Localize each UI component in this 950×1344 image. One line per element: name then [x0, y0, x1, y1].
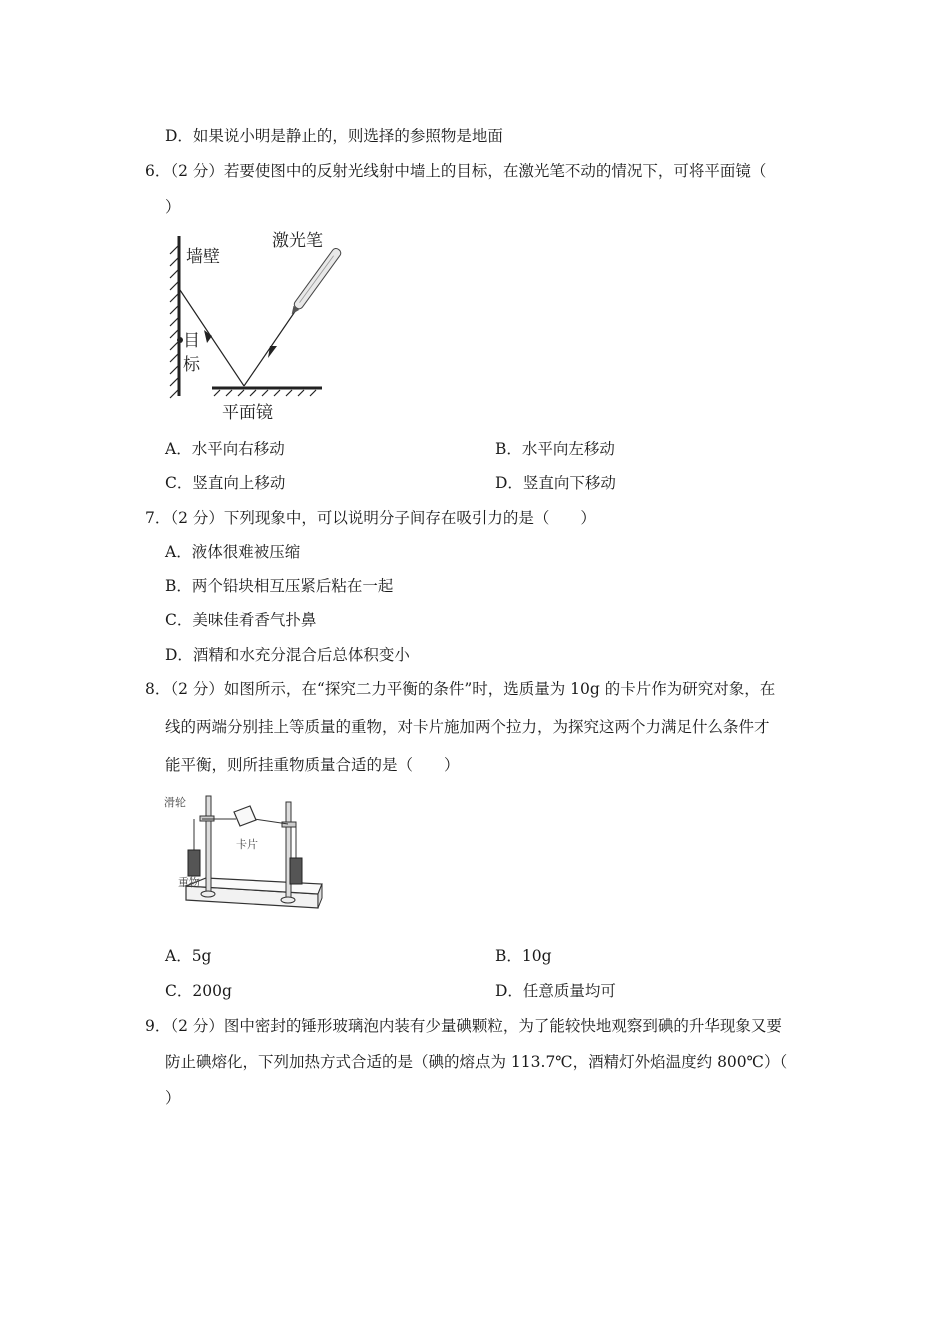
- q6-label-mirror: 平面镜: [222, 403, 273, 423]
- q6-label-target-1: 目: [183, 331, 200, 351]
- q6-label-target-2: 标: [183, 355, 200, 375]
- q5-option-d: D．如果说小明是静止的，则选择的参照物是地面: [165, 127, 503, 145]
- q9-stem-line2: 防止碘熔化，下列加热方式合适的是（碘的熔点为 113.7℃，酒精灯外焰温度约 800℃）（: [165, 1053, 788, 1071]
- q6-mirror-diagram: [160, 228, 350, 428]
- q8-label-card: 卡片: [236, 838, 258, 851]
- q7-option-d: D．酒精和水充分混合后总体积变小: [165, 646, 410, 664]
- q8-stem-line2: 线的两端分别挂上等质量的重物，对卡片施加两个拉力，为探究这两个力满足什么条件才: [165, 718, 770, 736]
- q8-option-c: C．200g: [165, 982, 232, 1000]
- q6-stem-line1: 6．（2 分）若要使图中的反射光线射中墙上的目标，在激光笔不动的情况下，可将平面镜（: [145, 162, 767, 180]
- q6-option-a: A．水平向右移动: [165, 440, 285, 458]
- q6-label-laser: 激光笔: [272, 231, 323, 251]
- q7-stem: 7．（2 分）下列现象中，可以说明分子间存在吸引力的是（ ）: [145, 509, 596, 527]
- q6-option-c: C．竖直向上移动: [165, 474, 286, 492]
- q6-option-b: B．水平向左移动: [495, 440, 615, 458]
- q7-option-a: A．液体很难被压缩: [165, 543, 301, 561]
- q8-label-weight: 重物: [178, 876, 200, 889]
- q8-option-b: B．10g: [495, 947, 552, 965]
- q7-option-c: C．美味佳肴香气扑鼻: [165, 611, 317, 629]
- q6-stem-line2: ）: [165, 198, 181, 216]
- q6-label-wall: 墙壁: [186, 247, 220, 267]
- q8-stem-line1: 8．（2 分）如图所示，在“探究二力平衡的条件”时，选质量为 10g 的卡片作为研究对象，在: [145, 680, 776, 698]
- q8-balance-apparatus: [158, 786, 328, 931]
- q8-stem-line3: 能平衡，则所挂重物质量合适的是（ ）: [165, 756, 460, 774]
- q8-option-a: A．5g: [165, 947, 212, 965]
- q8-label-pulley: 滑轮: [164, 796, 186, 809]
- q8-option-d: D．任意质量均可: [495, 982, 616, 1000]
- q7-option-b: B．两个铅块相互压紧后粘在一起: [165, 577, 394, 595]
- q9-stem-line1: 9．（2 分）图中密封的锤形玻璃泡内装有少量碘颗粒，为了能较快地观察到碘的升华现象又要: [145, 1017, 782, 1035]
- q9-stem-line3: ）: [165, 1089, 181, 1107]
- q6-option-d: D．竖直向下移动: [495, 474, 616, 492]
